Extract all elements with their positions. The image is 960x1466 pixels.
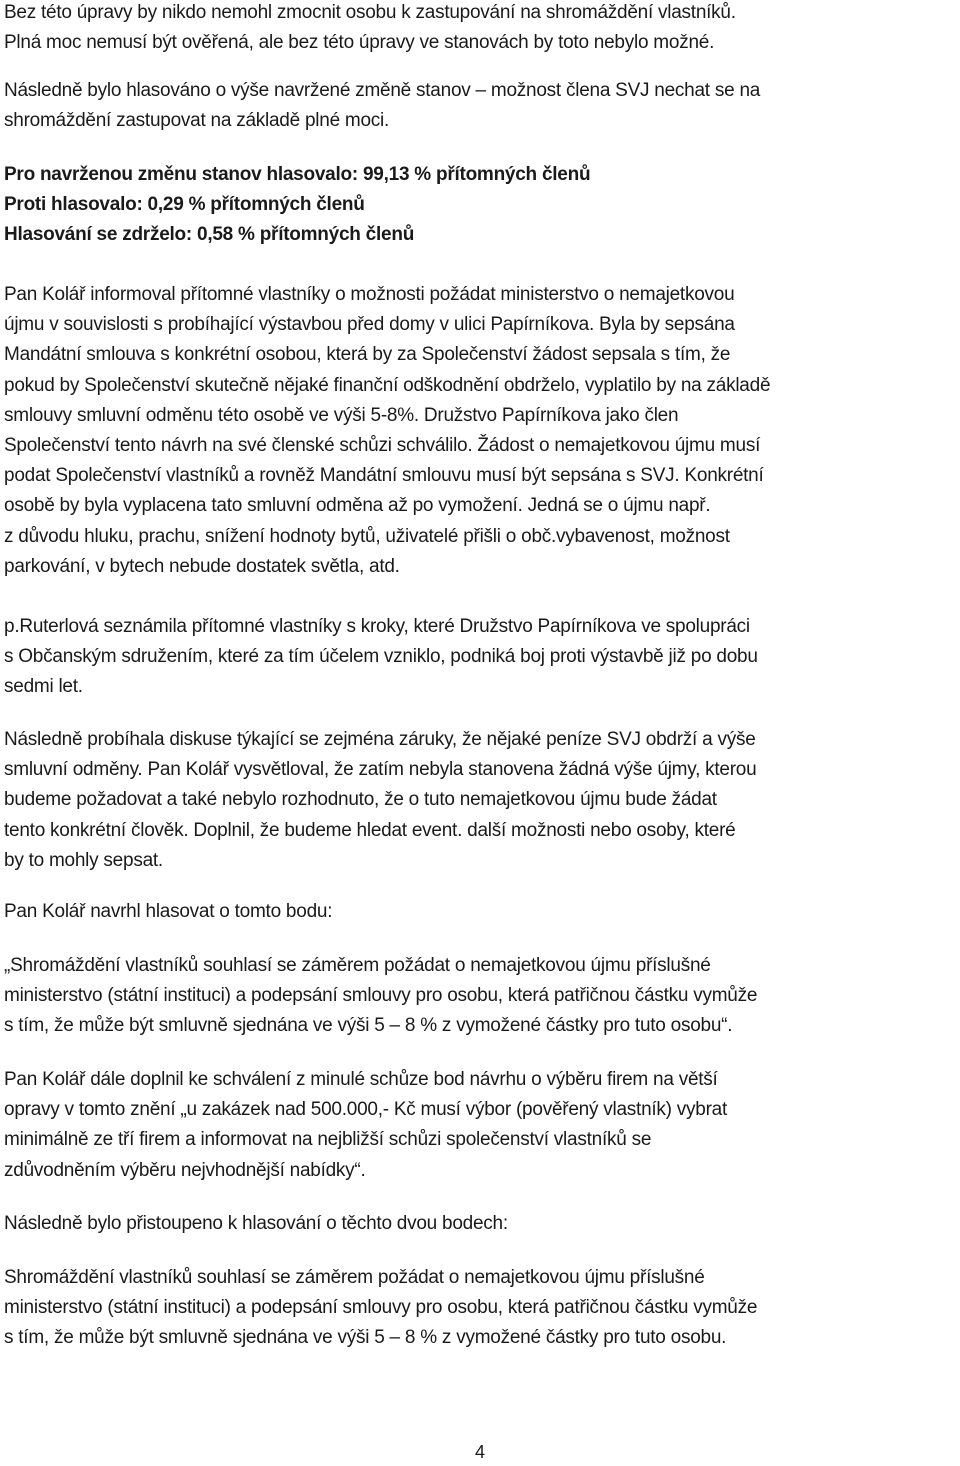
paragraph-resolution: Shromáždění vlastníků souhlasí se záměrem požádat o nemajetkovou újmu příslušné ministerstvo (státní instituci) a podepsání smlouvy pro osobu, která patřičnou částku vymůže s tím, že může být smluvně sjednána ve výši 5 – 8 % z vymožené částky pro tuto osobu. (4, 1267, 758, 1349)
paragraph-vote-results: Pro navrženou změnu stanov hlasovalo: 99,13 % přítomných členů Proti hlasovalo: 0,29 % přítomných členů Hlasování se zdrželo: 0,58 % přítomných členů (4, 164, 591, 246)
paragraph-voting-intro: Následně bylo přistoupeno k hlasování o těchto dvou bodech: (4, 1213, 508, 1234)
paragraph-discussion: Následně probíhala diskuse týkající se zejména záruky, že nějaké peníze SVJ obdrží a výše smluvní odměny. Pan Kolář vysvětloval, že zatím nebyla stanovena žádná výše újmy, kterou budeme požadovat a také nebylo rozhodnuto, že o tuto nemajetkovou újmu bude žádat tento konkrétní člověk. Doplnil, že budeme hledat event. další možnosti nebo osoby, které by to mohly sepsat. (4, 729, 757, 871)
paragraph-proxy-note: Bez této úpravy by nikdo nemohl zmocnit osobu k zastupování na shromáždění vlastníků. Plná moc nemusí být ověřená, ale bez této úpravy ve stanovách by toto nebylo možné. (4, 2, 736, 54)
paragraph-firm-selection: Pan Kolář dále doplnil ke schválení z minulé schůze bod návrhu o výběru firem na větší opravy v tomto znění „u zakázek nad 500.000,- Kč musí výbor (pověřený vlastník) vybrat minimálně ze tří firem a informovat na nejbližší schůzi společenství vlastníků se zdůvodněním výběru nejvhodnější nabídky“. (4, 1069, 728, 1181)
paragraph-quoted-resolution: „Shromáždění vlastníků souhlasí se záměrem požádat o nemajetkovou újmu příslušné ministerstvo (státní instituci) a podepsání smlouvy pro osobu, která patřičnou částku vymůže s tím, že může být smluvně sjednána ve výši 5 – 8 % z vymožené částky pro tuto osobu“. (4, 955, 758, 1037)
paragraph-vote-intro: Následně bylo hlasováno o výše navržené změně stanov – možnost člena SVJ nechat se na shromáždění zastupovat na základě plné moci. (4, 80, 761, 132)
paragraph-ruterlova: p.Ruterlová seznámila přítomné vlastníky s kroky, které Družstvo Papírníkova ve spolupráci s Občanským sdružením, které za tím účelem vzniklo, podniká boj proti výstavbě již po dobu sedmi let. (4, 616, 758, 698)
paragraph-kolar-info: Pan Kolář informoval přítomné vlastníky o možnosti požádat ministerstvo o nemajetkovou újmu v souvislosti s probíhající výstavbou před domy v ulici Papírníkova. Byla by sepsána Mandátní smlouva s konkrétní osobou, která by za Společenství žádost sepsala s tím, že pokud by Společenství skutečně nějaké finanční odškodnění obdrželo, vyplatilo by na základě smlouvy smluvní odměnu této osobě ve výši 5-8%. Družstvo Papírníkova jako člen Společenství tento návrh na své členské schůzi schválilo. Žádost o nemajetkovou újmu musí podat Společenství vlastníků a rovněž Mandátní smlouvu musí být sepsána s SVJ. Konkrétní osobě by byla vyplacena tato smluvní odměna až po vymožení. Jedná se o újmu např. z důvodu hluku, prachu, snížení hodnoty bytů, uživatelé přišli o obč.vybavenost, možnost parkování, v bytech nebude dostatek světla, atd. (4, 284, 771, 577)
paragraph-proposal-intro: Pan Kolář navrhl hlasovat o tomto bodu: (4, 901, 333, 922)
page-number: 4 (474, 1442, 485, 1462)
